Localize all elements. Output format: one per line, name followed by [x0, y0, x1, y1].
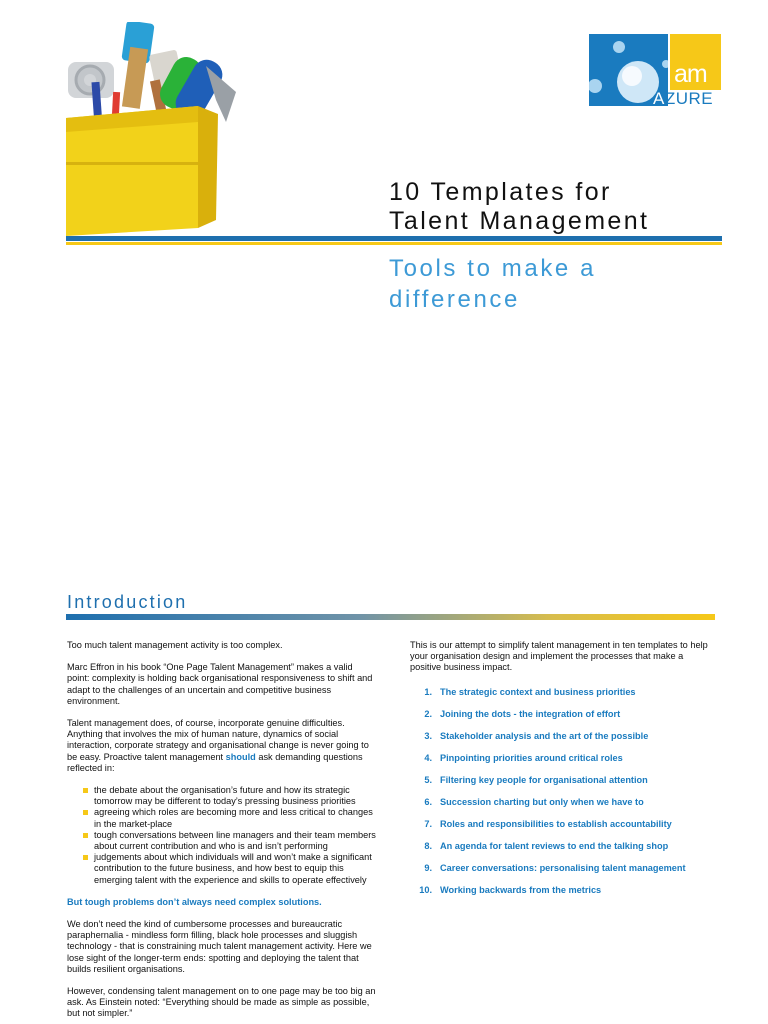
title-rule-yellow: [66, 242, 722, 245]
template-number: 10.: [419, 884, 432, 895]
bullet-text: tough conversations between line managers and their team members about current contribution and who is and isn’t performing: [94, 829, 376, 852]
template-label: Joining the dots - the integration of effort: [440, 708, 621, 719]
page-title: [389, 178, 729, 236]
emphasis-line: But tough problems don’t always need complex solutions.: [67, 896, 322, 907]
template-number: 6.: [424, 796, 432, 807]
bullet-item: [67, 807, 377, 829]
template-item: [410, 709, 710, 720]
intro-right-column: [410, 640, 710, 896]
template-label: Working backwards from the metrics: [440, 884, 602, 895]
bullet-item: [67, 830, 377, 852]
template-label: Filtering key people for organisational attention: [440, 774, 648, 785]
template-item: [410, 885, 710, 896]
template-item: [410, 797, 710, 808]
logo-azure-text: [653, 90, 713, 107]
template-item: [410, 841, 710, 852]
bullet-square-icon: [83, 788, 88, 793]
template-number: 2.: [424, 708, 432, 719]
bullet-list: [67, 785, 377, 886]
intro-text: ask demanding questions reflected in:: [67, 751, 363, 773]
logo-am-text: am: [674, 60, 707, 88]
toolbox-illustration-icon: [66, 22, 236, 236]
template-item: [410, 731, 710, 742]
intro-paragraph: Marc Effron in his book “One Page Talent Management” makes a valid point: complexity is holding back organisational responsiveness to shift and adapt to the challenges of an uncertain and competitive business environment.: [67, 662, 373, 706]
template-label: Roles and responsibilities to establish accountability: [440, 818, 672, 829]
bullet-item: [67, 852, 377, 886]
template-label: Career conversations: personalising talent management: [440, 862, 686, 873]
template-label: Succession charting but only when we have to: [440, 796, 644, 807]
template-item: [410, 687, 710, 698]
template-label: Stakeholder analysis and the art of the possible: [440, 730, 649, 741]
template-number: 9.: [424, 862, 432, 873]
template-number: 1.: [424, 686, 432, 697]
intro-paragraph: [67, 718, 377, 774]
section-heading-introduction: Introduction: [67, 592, 188, 612]
page-subtitle: [389, 253, 709, 315]
bullet-text: judgements about which individuals will and won’t make a significant contribution to the future business, and how best to equip this emerging talent with the experience and skills to operate effectively: [94, 852, 372, 885]
page-subtitle-line-1: Tools to make a: [389, 255, 597, 282]
bullet-item: [67, 785, 377, 807]
template-number: 7.: [424, 818, 432, 829]
template-number: 8.: [424, 840, 432, 851]
templates-list: [410, 687, 710, 896]
page-title-line-1: 10 Templates for: [389, 178, 612, 206]
intro-paragraph: This is our attempt to simplify talent management in ten templates to help your organisation design and implement the processes that make a positive business impact.: [410, 640, 708, 673]
section-rule: [66, 614, 715, 620]
template-label: An agenda for talent reviews to end the talking shop: [440, 840, 669, 851]
bullet-text: agreeing which roles are becoming more and less critical to changes in the market-place: [94, 807, 373, 829]
bullet-square-icon: [83, 855, 88, 860]
template-item: [410, 863, 710, 874]
amazure-logo: [589, 34, 721, 106]
bullet-text: the debate about the organisation’s future and how its strategic tomorrow may be different to today’s pressing business priorities: [94, 785, 356, 807]
bullet-square-icon: [83, 810, 88, 815]
template-item: [410, 775, 710, 786]
title-rule-blue: [66, 236, 722, 241]
template-number: 3.: [424, 730, 432, 741]
template-label: The strategic context and business priorities: [440, 686, 636, 697]
intro-paragraph: Too much talent management activity is too complex.: [67, 640, 283, 650]
template-number: 5.: [424, 774, 432, 785]
intro-left-column: [67, 640, 377, 1020]
intro-paragraph: We don’t need the kind of cumbersome processes and bureaucratic paraphernalia - mindless form filling, black hole processes and sluggish technology - that is constraining much talent management activity. Here we lose sight of the longer-term ends: spotting and deploying the talent that builds resilient organisations.: [67, 919, 372, 974]
logo-azure-first: A: [653, 89, 665, 108]
template-item: [410, 753, 710, 764]
template-item: [410, 819, 710, 830]
logo-azure-rest: ZURE: [664, 89, 714, 108]
intro-paragraph: However, condensing talent management on to one page may be too big an ask. As Einstein noted: “Everything should be made as simple as possible, but not simpler.”: [67, 986, 376, 1019]
template-label: Pinpointing priorities around critical roles: [440, 752, 623, 763]
page-subtitle-line-2: difference: [389, 286, 520, 313]
bullet-square-icon: [83, 833, 88, 838]
intro-highlight-should: should: [225, 751, 256, 762]
page-title-line-2: Talent Management: [389, 207, 650, 235]
template-number: 4.: [424, 752, 432, 763]
intro-text: Talent management does, of course, incorporate genuine difficulties. Anything that involves the mix of human nature, dynamics of social interaction, corporate strategy and organisational change is never going to be easy. Proactive talent management: [67, 718, 369, 762]
